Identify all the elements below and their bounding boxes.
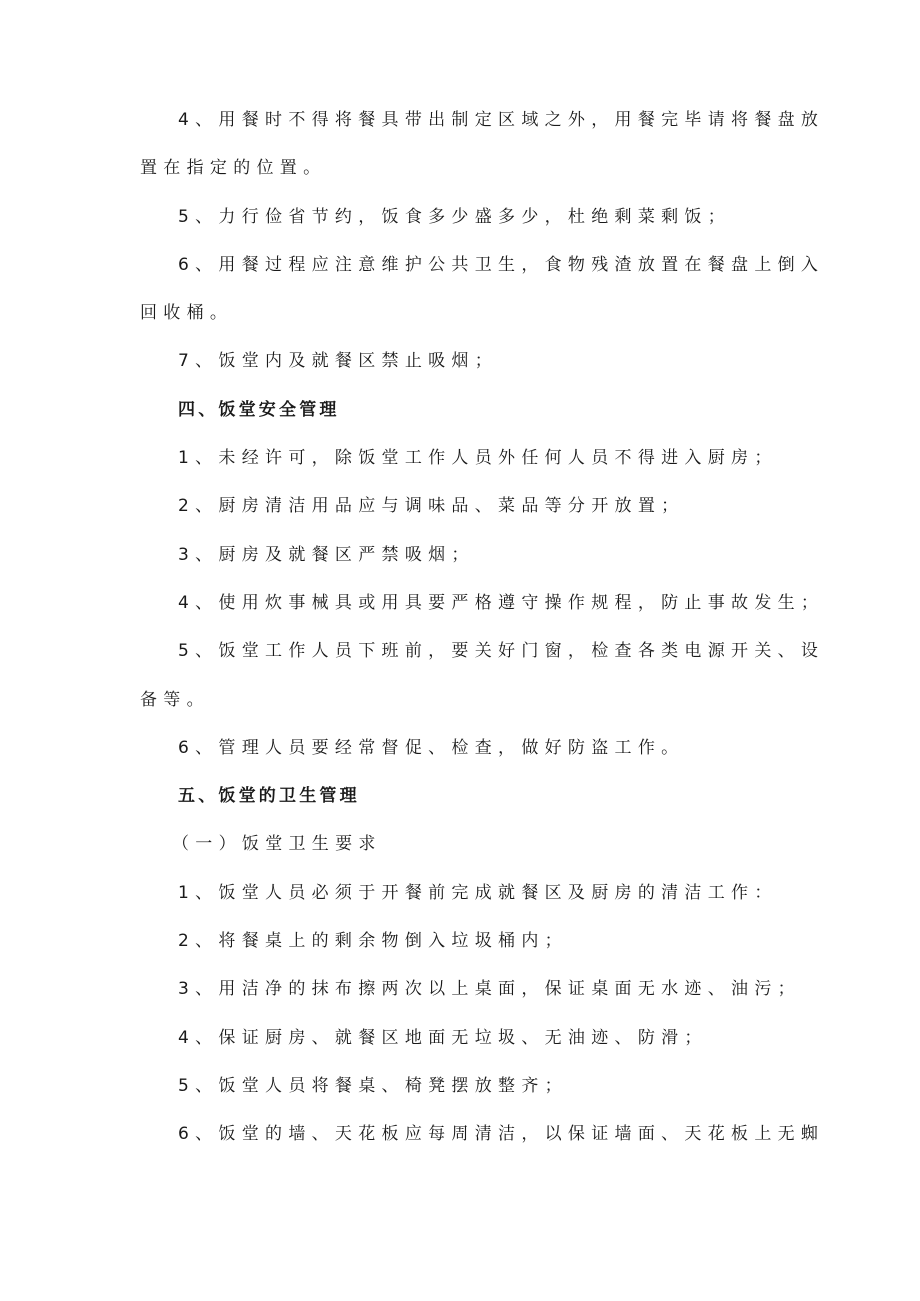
hygiene-item-4: 4、保证厨房、就餐区地面无垃圾、无油迹、防滑；: [178, 1027, 708, 1048]
safety-item-3: 3、厨房及就餐区严禁吸烟；: [178, 544, 475, 565]
subsection-heading-hygiene-requirements: （一）饭堂卫生要求: [172, 834, 382, 855]
hygiene-item-6-line-1: 6、饭堂的墙、天花板应每周清洁，以保证墙面、天花板上无蜘: [178, 1124, 825, 1145]
rule-item-7: 7、饭堂内及就餐区禁止吸烟；: [178, 351, 499, 372]
safety-item-4: 4、使用炊事械具或用具要严格遵守操作规程，防止事故发生；: [178, 592, 825, 613]
safety-item-1: 1、未经许可，除饭堂工作人员外任何人员不得进入厨房；: [178, 448, 778, 469]
document-page: [140, 96, 825, 1159]
hygiene-item-1: 1、饭堂人员必须于开餐前完成就餐区及厨房的清洁工作：: [178, 882, 778, 903]
rule-item-5: 5、力行俭省节约，饭食多少盛多少，杜绝剩菜剩饭；: [178, 206, 732, 227]
safety-item-2: 2、厨房清洁用品应与调味品、菜品等分开放置；: [178, 496, 685, 517]
rule-item-6-line-2: 回收桶。: [140, 303, 234, 324]
hygiene-item-3: 3、用洁净的抹布擦两次以上桌面，保证桌面无水迹、油污；: [178, 979, 801, 1000]
hygiene-item-5: 5、饭堂人员将餐桌、椅凳摆放整齐；: [178, 1075, 568, 1096]
rule-item-4-line-1: 4、用餐时不得将餐具带出制定区域之外，用餐完毕请将餐盘放: [178, 110, 825, 130]
hygiene-item-2: 2、将餐桌上的剩余物倒入垃圾桶内；: [178, 931, 568, 952]
section-heading-hygiene: 五、饭堂的卫生管理: [178, 786, 360, 807]
rule-item-6-line-1: 6、用餐过程应注意维护公共卫生，食物残渣放置在餐盘上倒入: [178, 254, 825, 275]
safety-item-6: 6、管理人员要经常督促、检查，做好防盗工作。: [178, 737, 685, 758]
section-heading-safety: 四、饭堂安全管理: [178, 399, 340, 420]
safety-item-5-line-1: 5、饭堂工作人员下班前，要关好门窗，检查各类电源开关、设: [178, 641, 825, 662]
rule-item-4-line-2: 置在指定的位置。: [140, 158, 327, 179]
safety-item-5-line-2: 备等。: [140, 689, 210, 710]
